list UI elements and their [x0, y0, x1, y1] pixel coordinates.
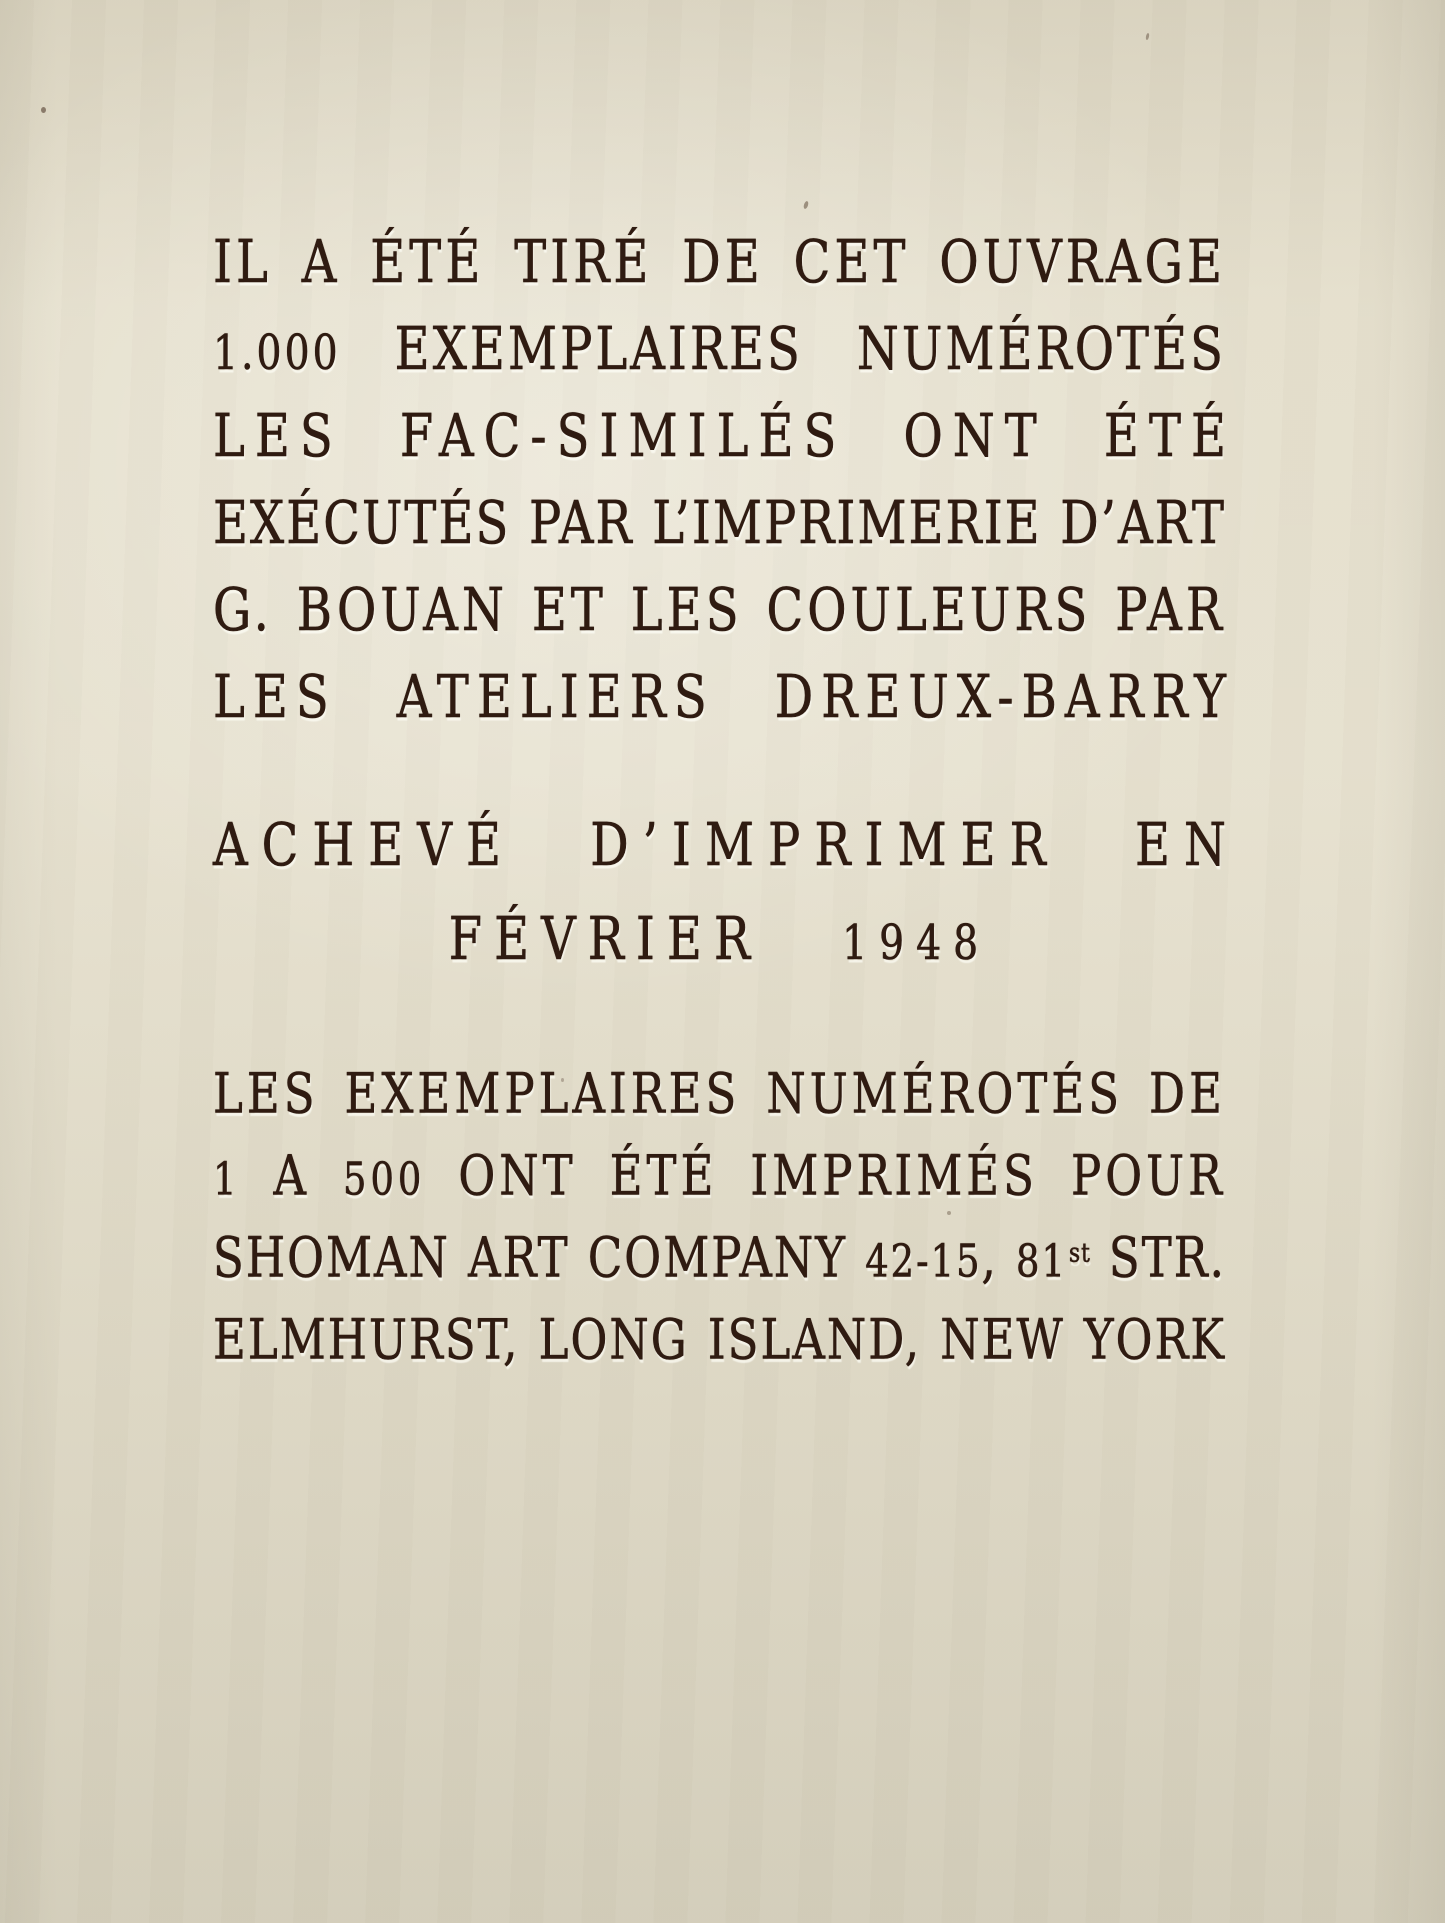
paper-speck: [947, 1211, 951, 1215]
word: LES: [630, 576, 743, 645]
word: STR.: [1108, 1225, 1226, 1290]
word: ELMHURST,: [213, 1307, 520, 1372]
colophon-line: [213, 1143, 1226, 1208]
paper-speck: [803, 201, 809, 210]
word: IMPRIMÉS: [750, 1143, 1038, 1208]
colophon-line: [213, 905, 1226, 974]
word: EXÉCUTÉS: [213, 489, 511, 558]
colophon-line: [213, 811, 1240, 880]
word: PAR: [528, 489, 634, 558]
word: DREUX-BARRY: [774, 663, 1234, 732]
word: BOUAN: [296, 576, 508, 645]
colophon-text-block: [213, 228, 1240, 1394]
word: FAC-SIMILÉS: [399, 402, 847, 471]
colophon-line: [213, 1225, 1226, 1290]
colophon-line: [213, 576, 1226, 645]
word: ÉTÉ: [1103, 402, 1236, 471]
colophon-line: [213, 663, 1234, 732]
word: ATELIERS: [396, 663, 715, 732]
word: 42-15,: [865, 1225, 998, 1290]
word: ONT: [458, 1143, 577, 1208]
colophon-line: [213, 315, 1226, 384]
word: DE: [682, 228, 764, 297]
word: PAR: [1115, 576, 1226, 645]
word: EN: [1134, 811, 1240, 880]
word: CET: [793, 228, 910, 297]
word: A: [301, 228, 341, 297]
word: 81st: [1016, 1234, 1091, 1288]
word: LES: [213, 402, 343, 471]
word: A: [273, 1143, 310, 1208]
paper-speck: [41, 107, 46, 113]
word: ÉTÉ: [370, 228, 485, 297]
word: LES: [213, 1061, 319, 1126]
word: COMPANY: [587, 1225, 848, 1290]
colophon-line: [213, 402, 1236, 471]
word: ISLAND,: [707, 1307, 922, 1372]
word: LONG: [538, 1307, 689, 1372]
limitation-statement: [213, 228, 1236, 755]
word: SHOMAN: [213, 1225, 450, 1290]
colophon-line: [213, 489, 1226, 558]
word: 500: [342, 1152, 426, 1206]
word: ACHEVÉ: [213, 811, 515, 880]
word: TIRÉ: [514, 228, 653, 297]
word: L’IMPRIMERIE: [652, 489, 1042, 558]
word: 1: [213, 1152, 241, 1206]
word: G.: [213, 576, 273, 645]
word: DE: [1149, 1061, 1226, 1126]
word: OUVRAGE: [939, 228, 1226, 297]
paper-speck: [561, 1078, 564, 1082]
word: LES: [213, 663, 337, 732]
word: EXEMPLAIRES: [344, 1061, 741, 1126]
word: ET: [531, 576, 607, 645]
word: POUR: [1070, 1143, 1226, 1208]
word: 1948: [842, 914, 991, 971]
word: FÉVRIER: [448, 905, 763, 974]
word: D’ART: [1060, 489, 1226, 558]
word: NEW: [940, 1307, 1065, 1372]
colophon-line: [213, 1307, 1226, 1372]
word: NUMÉROTÉS: [766, 1061, 1124, 1126]
word: ART: [468, 1225, 570, 1290]
word: 1.000: [213, 324, 341, 381]
word: COULEURS: [766, 576, 1092, 645]
paper-speck: [1145, 33, 1149, 40]
printing-completion-statement: [213, 811, 1240, 1004]
word: D’IMPRIMER: [590, 811, 1060, 880]
word: NUMÉROTÉS: [856, 315, 1226, 384]
colophon-line: [213, 228, 1226, 297]
word: IL: [213, 228, 272, 297]
word: ÉTÉ: [609, 1143, 718, 1208]
word: YORK: [1083, 1307, 1226, 1372]
colophon-line: [213, 1061, 1226, 1126]
us-edition-statement: [213, 1061, 1226, 1394]
word: ONT: [903, 402, 1047, 471]
word: EXEMPLAIRES: [394, 315, 803, 384]
